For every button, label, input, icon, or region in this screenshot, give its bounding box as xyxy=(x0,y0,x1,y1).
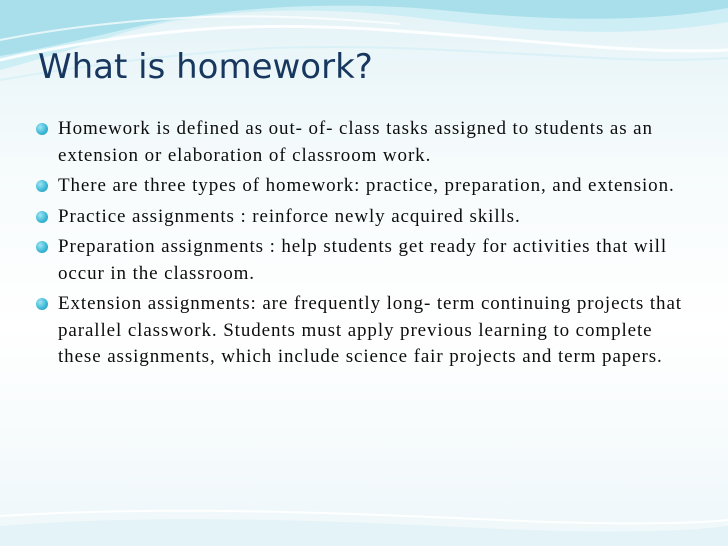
bullet-text: Homework is defined as out- of- class tasks assigned to students as an extension or elaboration of classroom work. xyxy=(58,118,653,166)
bullet-item-types xyxy=(34,173,684,200)
bullet-text: There are three types of homework: practice, preparation, and extension. xyxy=(58,175,675,196)
bullet-dot-icon xyxy=(36,180,48,192)
bullet-item-extension xyxy=(34,291,684,371)
bullet-item-definition xyxy=(34,116,684,169)
bullet-item-preparation xyxy=(34,234,684,287)
bullet-text: Practice assignments : reinforce newly acquired skills. xyxy=(58,205,521,227)
slide-title: What is homework? xyxy=(38,47,373,87)
bottom-wave-decoration xyxy=(0,486,728,546)
bullet-item-practice xyxy=(34,204,684,231)
bullet-dot-icon xyxy=(36,241,48,253)
bullet-dot-icon xyxy=(36,298,48,310)
bullet-list xyxy=(34,116,684,375)
bullet-dot-icon xyxy=(36,211,48,223)
bullet-text: Extension assignments: are frequently long- term continuing projects that parallel classwork. Students must apply previous learning to complete these assignments, which include science fair projects and term papers. xyxy=(58,293,682,367)
bullet-text: Preparation assignments : help students get ready for activities that will occur in the classroom. xyxy=(58,236,668,284)
bullet-dot-icon xyxy=(36,123,48,135)
